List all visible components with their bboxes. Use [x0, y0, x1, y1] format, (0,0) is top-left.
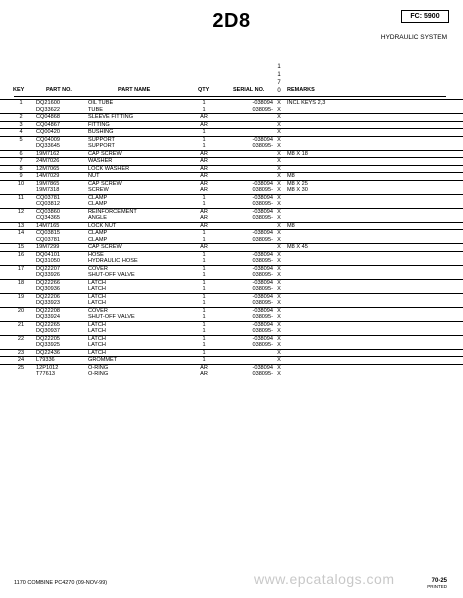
- page-title: 2D8: [212, 10, 251, 32]
- serial-code-digit: 7: [277, 80, 281, 86]
- applicability-mark: X: [277, 158, 281, 164]
- remarks-cell: M8 X 18: [287, 150, 308, 157]
- table-row: [0, 128, 463, 136]
- serial-cell: -038094: [252, 100, 273, 106]
- applicability-mark: X: [277, 314, 281, 320]
- serial-cell: -038094: [252, 136, 273, 143]
- applicability-mark: X: [277, 165, 281, 172]
- part-name-cell: LATCH: [88, 293, 106, 300]
- applicability-mark: X: [277, 215, 281, 221]
- serial-cell: 038095-: [252, 258, 273, 264]
- remarks-cell: M8 X 45: [287, 244, 308, 250]
- serial-code-digit: 1: [277, 72, 281, 78]
- part-number-cell: CQ00420: [36, 129, 60, 135]
- serial-cell: -038094: [252, 180, 273, 187]
- part-name-cell: TUBE: [88, 106, 103, 113]
- part-number-cell: CQ04868: [36, 114, 60, 120]
- serial-cell: 038095-: [252, 342, 273, 348]
- part-number-cell: DQ30937: [36, 328, 60, 334]
- qty-cell: AR: [200, 114, 208, 120]
- part-number-cell: 19M7299: [36, 244, 60, 250]
- part-number-cell: CQ04867: [36, 121, 60, 128]
- part-number-cell: 19M7865: [36, 180, 60, 187]
- key-cell: 23: [17, 349, 25, 356]
- applicability-mark: X: [277, 293, 281, 300]
- qty-cell: AR: [200, 121, 208, 128]
- serial-cell: 038095-: [252, 371, 273, 377]
- part-name-cell: O-RING: [88, 364, 109, 371]
- part-number-cell: CQ34365: [36, 215, 60, 221]
- applicability-mark: X: [277, 106, 281, 113]
- serial-cell: 038095-: [252, 314, 273, 320]
- serial-cell: 038095-: [252, 236, 273, 243]
- part-name-cell: CAP SCREW: [88, 244, 122, 250]
- key-cell: 13: [17, 222, 25, 229]
- key-cell: 17: [17, 265, 25, 272]
- applicability-mark: X: [277, 357, 281, 363]
- qty-cell: AR: [200, 215, 208, 221]
- part-name-cell: LATCH: [88, 349, 106, 356]
- remarks-cell: M8: [287, 222, 295, 229]
- part-number-cell: 12M7065: [36, 165, 60, 172]
- part-name-cell: LATCH: [88, 286, 106, 292]
- table-row: [0, 335, 463, 343]
- table-row: [0, 371, 463, 378]
- part-number-cell: DQ22205: [36, 335, 60, 342]
- applicability-mark: X: [277, 300, 281, 306]
- part-name-cell: SUPPORT: [88, 143, 115, 149]
- part-name-cell: ANGLE: [88, 215, 107, 221]
- part-name-cell: WASHER: [88, 158, 113, 164]
- serial-cell: 038095-: [252, 187, 273, 193]
- part-number-cell: DQ33622: [36, 106, 60, 113]
- applicability-mark: X: [277, 251, 281, 258]
- key-cell: 12: [17, 208, 25, 215]
- table-row: [0, 222, 463, 230]
- header-key: KEY: [13, 87, 25, 93]
- part-name-cell: SUPPORT: [88, 136, 115, 143]
- qty-cell: 1: [202, 342, 206, 348]
- applicability-mark: X: [277, 194, 281, 201]
- qty-cell: 1: [202, 194, 206, 201]
- part-name-cell: SHUT-OFF VALVE: [88, 272, 135, 278]
- part-name-cell: LATCH: [88, 335, 106, 342]
- part-number-cell: CQ03781: [36, 236, 60, 243]
- serial-column-code: [274, 63, 284, 95]
- qty-cell: 1: [202, 293, 206, 300]
- table-row: [0, 364, 463, 372]
- applicability-mark: X: [277, 114, 281, 120]
- page-number: 70-25: [431, 578, 447, 584]
- part-name-cell: LOCK WASHER: [88, 165, 130, 172]
- serial-cell: 038095-: [252, 300, 273, 306]
- part-name-cell: HYDRAULIC HOSE: [88, 258, 138, 264]
- qty-cell: 1: [202, 300, 206, 306]
- applicability-mark: X: [277, 150, 281, 157]
- part-number-cell: DQ33924: [36, 314, 60, 320]
- qty-cell: AR: [200, 364, 208, 371]
- key-cell: 1: [19, 100, 23, 106]
- serial-cell: -038094: [252, 321, 273, 328]
- table-row: [0, 172, 463, 180]
- part-number-cell: DQ30936: [36, 286, 60, 292]
- applicability-mark: X: [277, 129, 281, 135]
- part-name-cell: CLAMP: [88, 201, 108, 207]
- qty-cell: 1: [202, 357, 206, 363]
- table-row: [0, 293, 463, 301]
- serial-cell: 038095-: [252, 286, 273, 292]
- part-number-cell: CQ03812: [36, 201, 60, 207]
- qty-cell: AR: [200, 165, 208, 172]
- remarks-cell: M8 X 30: [287, 187, 308, 193]
- part-name-cell: LATCH: [88, 328, 106, 334]
- key-cell: 4: [19, 129, 23, 135]
- fc-code-box: FC: 5900: [401, 10, 449, 23]
- part-name-cell: LATCH: [88, 300, 106, 306]
- part-name-cell: CAP SCREW: [88, 180, 122, 187]
- part-name-cell: GROMMET: [88, 357, 118, 363]
- part-number-cell: 19M7162: [36, 150, 60, 157]
- part-number-cell: 12P1012: [36, 364, 59, 371]
- serial-cell: -038094: [252, 335, 273, 342]
- table-row: [0, 180, 463, 188]
- part-name-cell: REINFORCEMENT: [88, 208, 137, 215]
- part-name-cell: LATCH: [88, 342, 106, 348]
- part-number-cell: 19M7318: [36, 187, 60, 193]
- serial-cell: 038095-: [252, 215, 273, 221]
- qty-cell: 1: [202, 335, 206, 342]
- qty-cell: 1: [202, 106, 206, 113]
- part-name-cell: COVER: [88, 265, 108, 272]
- part-number-cell: CQ03781: [36, 194, 60, 201]
- qty-cell: 1: [202, 272, 206, 278]
- serial-cell: 038095-: [252, 143, 273, 149]
- part-number-cell: CQ03860: [36, 208, 60, 215]
- table-row: [0, 307, 463, 315]
- page-sub: PRINTED: [427, 584, 447, 589]
- part-name-cell: SCREW: [88, 187, 109, 193]
- table-row: [0, 229, 463, 237]
- applicability-mark: X: [277, 335, 281, 342]
- part-number-cell: 14M7029: [36, 173, 60, 179]
- part-number-cell: DQ22206: [36, 293, 60, 300]
- applicability-mark: X: [277, 364, 281, 371]
- applicability-mark: X: [277, 371, 281, 377]
- header-qty: QTY: [198, 87, 210, 93]
- part-number-cell: CQ04009: [36, 136, 60, 143]
- applicability-mark: X: [277, 143, 281, 149]
- key-cell: 19: [17, 293, 25, 300]
- applicability-mark: X: [277, 230, 281, 236]
- key-cell: 25: [17, 364, 25, 371]
- key-cell: 21: [17, 321, 25, 328]
- serial-cell: -038094: [252, 293, 273, 300]
- table-row: [0, 194, 463, 202]
- serial-cell: 038095-: [252, 328, 273, 334]
- part-name-cell: LOCK NUT: [88, 222, 117, 229]
- table-row: [0, 113, 463, 121]
- applicability-mark: X: [277, 258, 281, 264]
- watermark: www.epcatalogs.com: [254, 571, 395, 587]
- qty-cell: 1: [202, 230, 206, 236]
- part-name-cell: LATCH: [88, 321, 106, 328]
- part-number-cell: DQ33645: [36, 143, 60, 149]
- applicability-mark: X: [277, 121, 281, 128]
- serial-cell: -038094: [252, 194, 273, 201]
- part-name-cell: SHUT-OFF VALVE: [88, 314, 135, 320]
- qty-cell: 1: [202, 286, 206, 292]
- part-name-cell: O-RING: [88, 371, 109, 377]
- footer-left: 1170 COMBINE PC4270 (09-NOV-99): [14, 580, 108, 586]
- qty-cell: 1: [202, 129, 206, 135]
- qty-cell: AR: [200, 150, 208, 157]
- key-cell: 3: [19, 121, 23, 128]
- part-number-cell: DQ33925: [36, 342, 60, 348]
- qty-cell: AR: [200, 180, 208, 187]
- qty-cell: 1: [202, 328, 206, 334]
- table-row: [0, 150, 463, 158]
- table-row: [0, 356, 463, 364]
- table-row: [0, 321, 463, 329]
- serial-cell: 038095-: [252, 272, 273, 278]
- applicability-mark: X: [277, 187, 281, 193]
- parts-table: [0, 99, 463, 378]
- key-cell: 8: [19, 165, 23, 172]
- qty-cell: 1: [202, 201, 206, 207]
- applicability-mark: X: [277, 272, 281, 278]
- table-row: [0, 243, 463, 251]
- part-number-cell: DQ21600: [36, 100, 60, 106]
- part-name-cell: CLAMP: [88, 230, 108, 236]
- part-name-cell: OIL TUBE: [88, 100, 114, 106]
- table-row: [0, 157, 463, 165]
- applicability-mark: X: [277, 236, 281, 243]
- part-number-cell: DQ31050: [36, 258, 60, 264]
- header-divider: [14, 96, 446, 97]
- key-cell: 2: [19, 114, 23, 120]
- applicability-mark: X: [277, 286, 281, 292]
- applicability-mark: X: [277, 321, 281, 328]
- part-number-cell: DQ33926: [36, 272, 60, 278]
- applicability-mark: X: [277, 100, 281, 106]
- remarks-cell: INCL KEYS 2,3: [287, 100, 326, 106]
- table-row: [0, 265, 463, 273]
- part-number-cell: DQ22436: [36, 349, 60, 356]
- applicability-mark: X: [277, 349, 281, 356]
- table-row: [0, 349, 463, 357]
- qty-cell: 1: [202, 251, 206, 258]
- key-cell: 9: [19, 173, 23, 179]
- part-number-cell: CQ03815: [36, 230, 60, 236]
- qty-cell: 1: [202, 265, 206, 272]
- key-cell: 18: [17, 279, 25, 286]
- table-row: [0, 99, 463, 107]
- table-row: [0, 165, 463, 173]
- part-number-cell: 24M7026: [36, 158, 60, 164]
- part-number-cell: DQ22207: [36, 265, 60, 272]
- part-number-cell: DQ22208: [36, 307, 60, 314]
- part-number-cell: DQ04101: [36, 251, 60, 258]
- key-cell: 20: [17, 307, 25, 314]
- part-name-cell: COVER: [88, 307, 108, 314]
- key-cell: 11: [18, 194, 24, 201]
- applicability-mark: X: [277, 208, 281, 215]
- qty-cell: 1: [202, 258, 206, 264]
- part-number-cell: DQ22265: [36, 321, 60, 328]
- qty-cell: 1: [202, 307, 206, 314]
- part-number-cell: L79336: [36, 357, 55, 363]
- qty-cell: 1: [202, 321, 206, 328]
- qty-cell: AR: [200, 244, 208, 250]
- table-row: [0, 251, 463, 259]
- key-cell: 15: [17, 244, 25, 250]
- part-name-cell: HOSE: [88, 251, 104, 258]
- serial-cell: -038094: [252, 251, 273, 258]
- serial-cell: -038094: [252, 279, 273, 286]
- qty-cell: 1: [202, 349, 206, 356]
- key-cell: 5: [19, 136, 23, 143]
- qty-cell: 1: [202, 143, 206, 149]
- qty-cell: AR: [200, 173, 208, 179]
- part-name-cell: NUT: [88, 173, 100, 179]
- footer-page-number: [427, 578, 447, 590]
- qty-cell: 1: [202, 236, 206, 243]
- applicability-mark: X: [277, 265, 281, 272]
- table-row: [0, 136, 463, 144]
- serial-code-digit: 0: [277, 88, 281, 94]
- part-name-cell: BUSHING: [88, 129, 114, 135]
- part-name-cell: CAP SCREW: [88, 150, 122, 157]
- section-title: HYDRAULIC SYSTEM: [380, 34, 447, 41]
- qty-cell: 1: [202, 314, 206, 320]
- key-cell: 24: [17, 357, 25, 363]
- part-number-cell: DQ33923: [36, 300, 60, 306]
- part-number-cell: DQ22266: [36, 279, 60, 286]
- serial-cell: 038095-: [252, 201, 273, 207]
- serial-cell: -038094: [252, 307, 273, 314]
- key-cell: 16: [17, 251, 25, 258]
- applicability-mark: X: [277, 222, 281, 229]
- table-row: [0, 279, 463, 287]
- qty-cell: AR: [200, 222, 208, 229]
- applicability-mark: X: [277, 307, 281, 314]
- serial-code-digit: 1: [277, 64, 281, 70]
- header-part-no: PART NO.: [46, 87, 72, 93]
- table-row: [0, 121, 463, 129]
- part-number-cell: T77613: [36, 371, 55, 377]
- applicability-mark: X: [277, 180, 281, 187]
- applicability-mark: X: [277, 173, 281, 179]
- remarks-cell: M8 X 25: [287, 180, 308, 187]
- serial-cell: -038094: [252, 208, 273, 215]
- key-cell: 10: [17, 180, 25, 187]
- applicability-mark: X: [277, 244, 281, 250]
- serial-cell: -038094: [252, 265, 273, 272]
- key-cell: 6: [19, 150, 23, 157]
- applicability-mark: X: [277, 201, 281, 207]
- qty-cell: AR: [200, 158, 208, 164]
- key-cell: 7: [19, 158, 23, 164]
- header-serial-no: SERIAL NO.: [233, 87, 265, 93]
- serial-cell: 038095-: [252, 106, 273, 113]
- applicability-mark: X: [277, 279, 281, 286]
- qty-cell: AR: [200, 187, 208, 193]
- part-name-cell: LATCH: [88, 279, 106, 286]
- applicability-mark: X: [277, 328, 281, 334]
- part-name-cell: FITTING: [88, 121, 110, 128]
- applicability-mark: X: [277, 136, 281, 143]
- remarks-cell: M8: [287, 173, 295, 179]
- key-cell: 22: [17, 335, 25, 342]
- part-name-cell: SLEEVE FITTING: [88, 114, 134, 120]
- serial-cell: -038094: [252, 230, 273, 236]
- header-part-name: PART NAME: [118, 87, 151, 93]
- qty-cell: AR: [200, 371, 208, 377]
- part-name-cell: CLAMP: [88, 236, 108, 243]
- table-row: [0, 208, 463, 216]
- qty-cell: AR: [200, 208, 208, 215]
- part-name-cell: CLAMP: [88, 194, 108, 201]
- qty-cell: 1: [202, 136, 206, 143]
- serial-cell: -038094: [252, 364, 273, 371]
- qty-cell: 1: [202, 100, 206, 106]
- part-number-cell: 14M7165: [36, 222, 60, 229]
- applicability-mark: X: [277, 342, 281, 348]
- key-cell: 14: [17, 230, 25, 236]
- qty-cell: 1: [202, 279, 206, 286]
- header-remarks: REMARKS: [287, 87, 315, 93]
